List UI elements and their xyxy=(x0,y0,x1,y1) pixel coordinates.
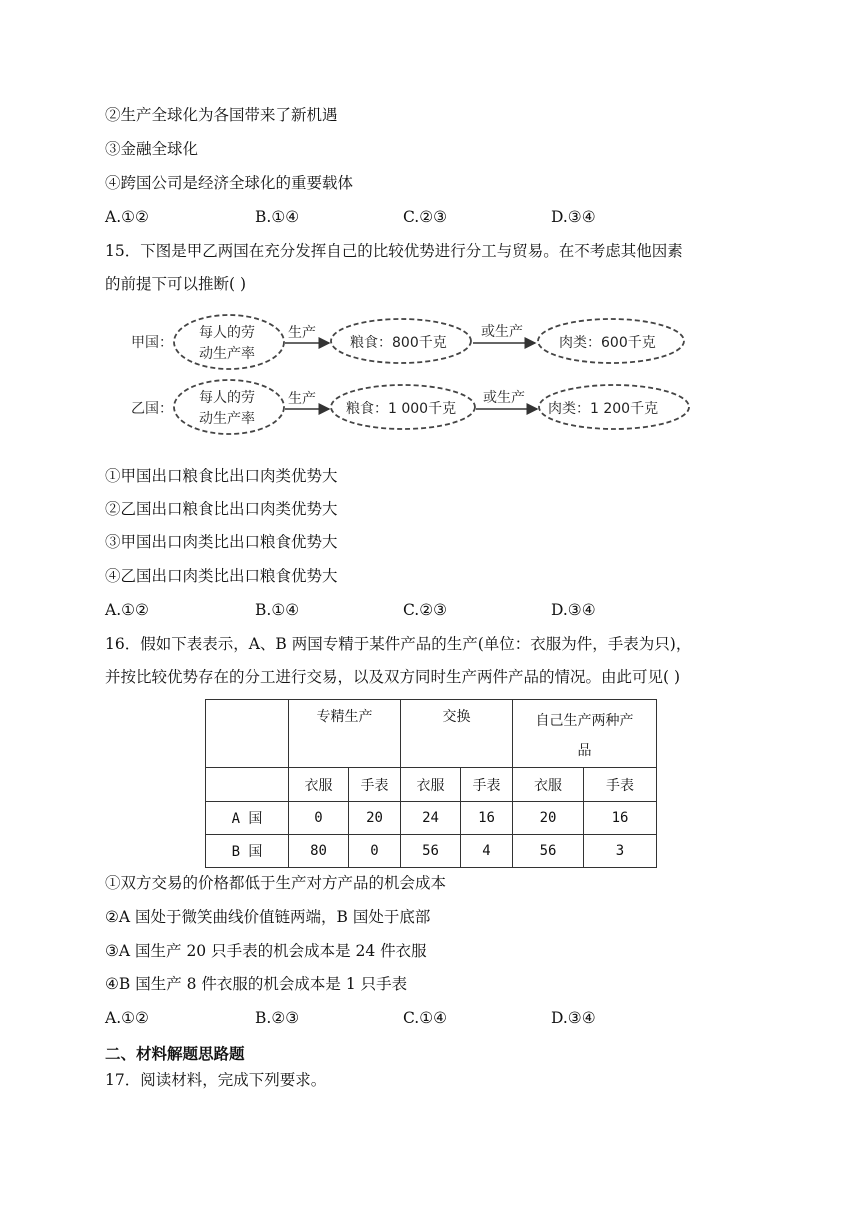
q16-option-a[interactable]: A.①② xyxy=(105,1009,149,1027)
table-subheader: 手表 xyxy=(584,768,657,802)
table-row-label: B 国 xyxy=(206,835,289,868)
section2-heading: 二、材料解题思路题 xyxy=(105,1045,245,1063)
q16-item-1: ①双方交易的价格都低于生产对方产品的机会成本 xyxy=(105,874,447,892)
q16-item-2: ②A 国处于微笑曲线价值链两端，B 国处于底部 xyxy=(105,908,431,926)
table-subheader: 衣服 xyxy=(513,768,584,802)
q16-stem-line2: 并按比较优势存在的分工进行交易，以及双方同时生产两件产品的情况。由此可见( ) xyxy=(105,668,681,686)
q16-option-b[interactable]: B.②③ xyxy=(255,1009,300,1027)
row2-country-label: 乙国： xyxy=(131,401,173,417)
table-cell: 80 xyxy=(289,835,349,868)
table-group-header: 交换 xyxy=(401,700,513,768)
q15-stem-line2: 的前提下可以推断( ) xyxy=(105,275,247,293)
row2-node1-line1: 每人的劳 xyxy=(199,390,255,406)
q16-option-c[interactable]: C.①④ xyxy=(403,1009,448,1027)
table-cell: 20 xyxy=(349,802,401,835)
table-cell: 56 xyxy=(513,835,584,868)
row2-node1-line2: 动生产率 xyxy=(199,411,255,427)
row1-arrow1-label: 生产 xyxy=(288,325,316,341)
table-cell: 56 xyxy=(401,835,461,868)
row2-node3-label: 肉类：1 200千克 xyxy=(548,401,659,417)
table-row-label: A 国 xyxy=(206,802,289,835)
row1-node1-line2: 动生产率 xyxy=(199,346,255,362)
table-cell: 20 xyxy=(513,802,584,835)
q17-stem: 17．阅读材料，完成下列要求。 xyxy=(105,1071,327,1089)
table-cell: 0 xyxy=(349,835,401,868)
row1-node1-line1: 每人的劳 xyxy=(199,325,255,341)
table-empty-cell xyxy=(206,768,289,802)
table-row xyxy=(206,802,657,835)
row1-node2-label: 粮食：800千克 xyxy=(350,335,447,351)
table-subheader: 衣服 xyxy=(289,768,349,802)
q15-option-a[interactable]: A.①② xyxy=(105,601,149,619)
table-cell: 3 xyxy=(584,835,657,868)
q15-option-c[interactable]: C.②③ xyxy=(403,601,448,619)
row2-node2-label: 粮食：1 000千克 xyxy=(346,401,457,417)
table-cell: 0 xyxy=(289,802,349,835)
q14-item-4: ④跨国公司是经济全球化的重要载体 xyxy=(105,174,354,192)
table-subheader: 衣服 xyxy=(401,768,461,802)
q14-option-c[interactable]: C.②③ xyxy=(403,208,448,226)
table-group-header: 专精生产 xyxy=(289,700,401,768)
row2-arrow2-label: 或生产 xyxy=(483,390,525,406)
q14-item-2: ②生产全球化为各国带来了新机遇 xyxy=(105,106,338,124)
table-cell: 4 xyxy=(461,835,513,868)
table-group-header-row xyxy=(206,700,657,768)
table-subheader-row xyxy=(206,768,657,802)
q14-option-b[interactable]: B.①④ xyxy=(255,208,300,226)
table-corner-cell xyxy=(206,700,289,768)
q15-item-3: ③甲国出口肉类比出口粮食优势大 xyxy=(105,533,338,551)
q15-option-d[interactable]: D.③④ xyxy=(551,601,596,619)
q14-option-d[interactable]: D.③④ xyxy=(551,208,596,226)
q15-option-b[interactable]: B.①④ xyxy=(255,601,300,619)
table-group-header xyxy=(513,700,657,768)
q14-item-3: ③金融全球化 xyxy=(105,140,199,158)
q16-item-4: ④B 国生产 8 件衣服的机会成本是 1 只手表 xyxy=(105,975,408,993)
q16-stem-line1: 16．假如下表表示，A、B 两国专精于某件产品的生产(单位：衣服为件，手表为只)， xyxy=(105,635,692,653)
table-row xyxy=(206,835,657,868)
row1-arrow2-label: 或生产 xyxy=(481,324,523,340)
q16-item-3: ③A 国生产 20 只手表的机会成本是 24 件衣服 xyxy=(105,942,427,960)
row1-node3-label: 肉类：600千克 xyxy=(559,335,656,351)
q16-option-d[interactable]: D.③④ xyxy=(551,1009,596,1027)
q15-item-1: ①甲国出口粮食比出口肉类优势大 xyxy=(105,467,338,485)
table-cell: 16 xyxy=(584,802,657,835)
table-group-header-line1: 自己生产两种产 xyxy=(535,713,634,729)
q15-diagram xyxy=(125,308,695,453)
table-subheader: 手表 xyxy=(349,768,401,802)
row2-arrow1-label: 生产 xyxy=(288,391,316,407)
table-cell: 16 xyxy=(461,802,513,835)
table-group-header-line2: 品 xyxy=(577,743,592,759)
q15-stem-line1: 15．下图是甲乙两国在充分发挥自己的比较优势进行分工与贸易。在不考虑其他因素 xyxy=(105,242,683,260)
row1-country-label: 甲国： xyxy=(131,335,173,351)
q15-item-2: ②乙国出口粮食比出口肉类优势大 xyxy=(105,500,338,518)
q16-table xyxy=(205,699,657,868)
table-subheader: 手表 xyxy=(461,768,513,802)
q15-item-4: ④乙国出口肉类比出口粮食优势大 xyxy=(105,567,338,585)
q14-option-a[interactable]: A.①② xyxy=(105,208,149,226)
table-cell: 24 xyxy=(401,802,461,835)
